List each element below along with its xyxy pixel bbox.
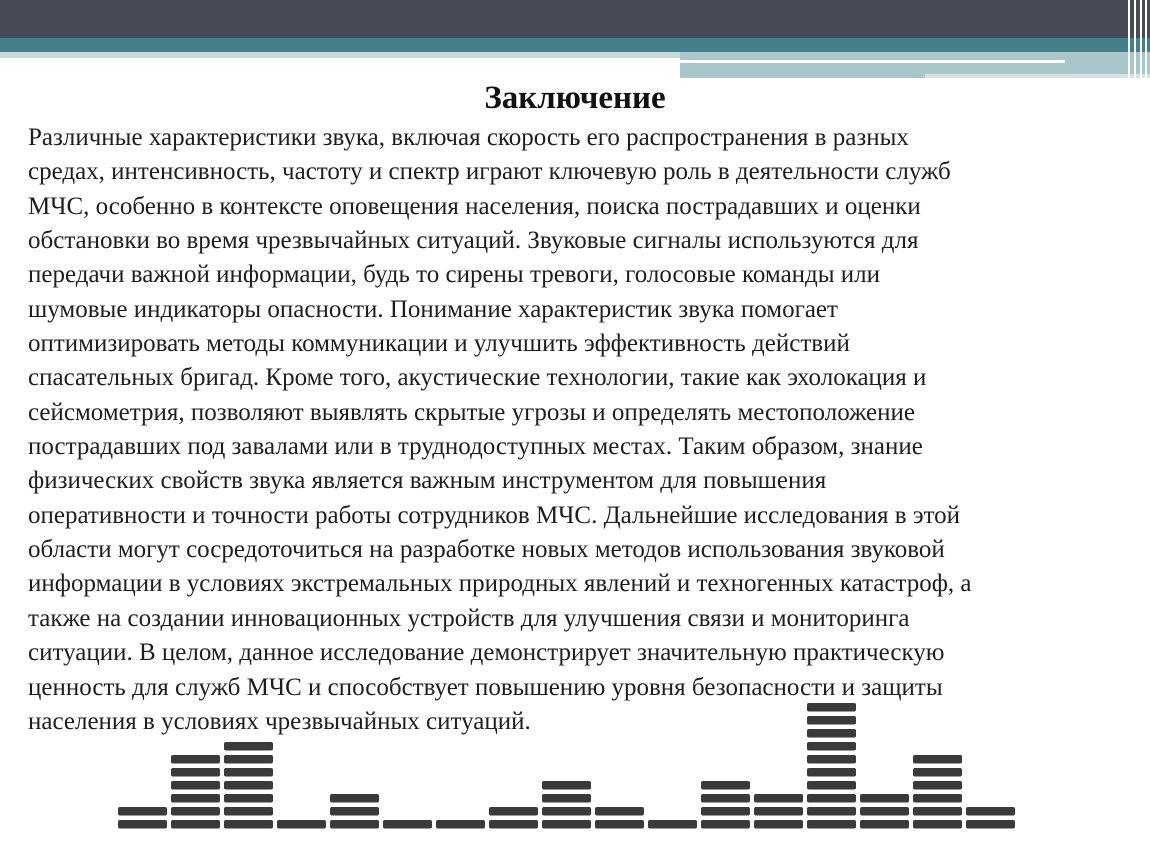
equalizer-segment [171, 820, 220, 829]
equalizer-segment [966, 820, 1015, 829]
equalizer-segment [542, 807, 591, 816]
equalizer-column [383, 820, 432, 829]
equalizer-segment [277, 820, 326, 829]
equalizer-column [224, 742, 273, 829]
equalizer-column [542, 781, 591, 829]
equalizer-segment [966, 807, 1015, 816]
equalizer-segment [913, 807, 962, 816]
equalizer-segment [224, 781, 273, 790]
equalizer-segment [224, 755, 273, 764]
equalizer-segment [595, 807, 644, 816]
equalizer-segment [807, 755, 856, 764]
equalizer-segment [171, 781, 220, 790]
equalizer-segment [542, 781, 591, 790]
equalizer-segment [701, 807, 750, 816]
equalizer-segment [860, 820, 909, 829]
equalizer-column [436, 820, 485, 829]
equalizer-segment [489, 820, 538, 829]
equalizer-segment [807, 820, 856, 829]
equalizer-column [330, 794, 379, 829]
equalizer-column [966, 807, 1015, 829]
equalizer-segment [542, 794, 591, 803]
equalizer-segment [383, 820, 432, 829]
equalizer-segment [489, 807, 538, 816]
equalizer-segment [701, 781, 750, 790]
equalizer-segment [330, 807, 379, 816]
equalizer-column [860, 794, 909, 829]
equalizer-column [648, 820, 697, 829]
equalizer-segment [807, 768, 856, 777]
equalizer-segment [118, 807, 167, 816]
equalizer-segment [171, 807, 220, 816]
equalizer-segment [171, 755, 220, 764]
equalizer-segment [913, 794, 962, 803]
equalizer-segment [224, 768, 273, 777]
equalizer-segment [595, 820, 644, 829]
equalizer-column [913, 755, 962, 829]
equalizer-segment [807, 794, 856, 803]
equalizer-segment [224, 742, 273, 751]
equalizer-segment [860, 794, 909, 803]
equalizer-segment [913, 768, 962, 777]
equalizer-segment [860, 807, 909, 816]
slide-title: Заключение [484, 80, 666, 116]
slide-body-text: Различные характеристики звука, включая скорость его распространения в разных средах, интенсивность, частоту и спектр играют ключевую роль в деятельности служб МЧС, особенно в контексте оповещения населения, поиска пострадавших и оценки обстановки во время чрезвычайных ситуаций. Звуковые сигналы используются для передачи важной информации, будь то сирены тревоги, голосовые команды или шумовые индикаторы опасности. Понимание характеристик звука помогает оптимизировать методы коммуникации и улучшить эффективность действий спасательных бригад. Кроме того, акустические технологии, такие как эхолокация и сейсмометрия, позволяют выявлять скрытые угрозы и определять местоположение пострадавших под завалами или в труднодоступных местах. Таким образом, знание физических свойств звука является важным инструментом для повышения оперативности и точности работы сотрудников МЧС. Дальнейшие исследования в этой области могут сосредоточиться на разработке новых методов использования звуковой информации в условиях экстремальных природных явлений и техногенных катастроф, а также на создании инновационных устройств для улучшения связи и мониторинга ситуации. В целом, данное исследование демонстрирует значительную практическую ценность для служб МЧС и способствует повышению уровня безопасности и защиты населения в условиях чрезвычайных ситуаций. [28, 124, 972, 735]
equalizer-segment [807, 781, 856, 790]
equalizer-segment [754, 794, 803, 803]
equalizer-column [754, 794, 803, 829]
equalizer-column [277, 820, 326, 829]
equalizer-segment [807, 807, 856, 816]
equalizer-segment [754, 820, 803, 829]
equalizer-segment [224, 820, 273, 829]
equalizer-segment [330, 794, 379, 803]
equalizer-column [118, 807, 167, 829]
equalizer-segment [171, 794, 220, 803]
equalizer-segment [701, 820, 750, 829]
equalizer-segment [913, 820, 962, 829]
equalizer-segment [754, 807, 803, 816]
equalizer-segment [330, 820, 379, 829]
equalizer-segment [648, 820, 697, 829]
equalizer-column [171, 755, 220, 829]
equalizer-segment [701, 794, 750, 803]
equalizer-column [595, 807, 644, 829]
equalizer-segment [224, 794, 273, 803]
equalizer-segment [118, 820, 167, 829]
equalizer-segment [436, 820, 485, 829]
equalizer-segment [913, 755, 962, 764]
equalizer-column [701, 781, 750, 829]
equalizer-segment [224, 807, 273, 816]
equalizer-segment [542, 820, 591, 829]
equalizer-column [489, 807, 538, 829]
equalizer-segment [171, 768, 220, 777]
equalizer-segment [913, 781, 962, 790]
equalizer-segment [807, 742, 856, 751]
